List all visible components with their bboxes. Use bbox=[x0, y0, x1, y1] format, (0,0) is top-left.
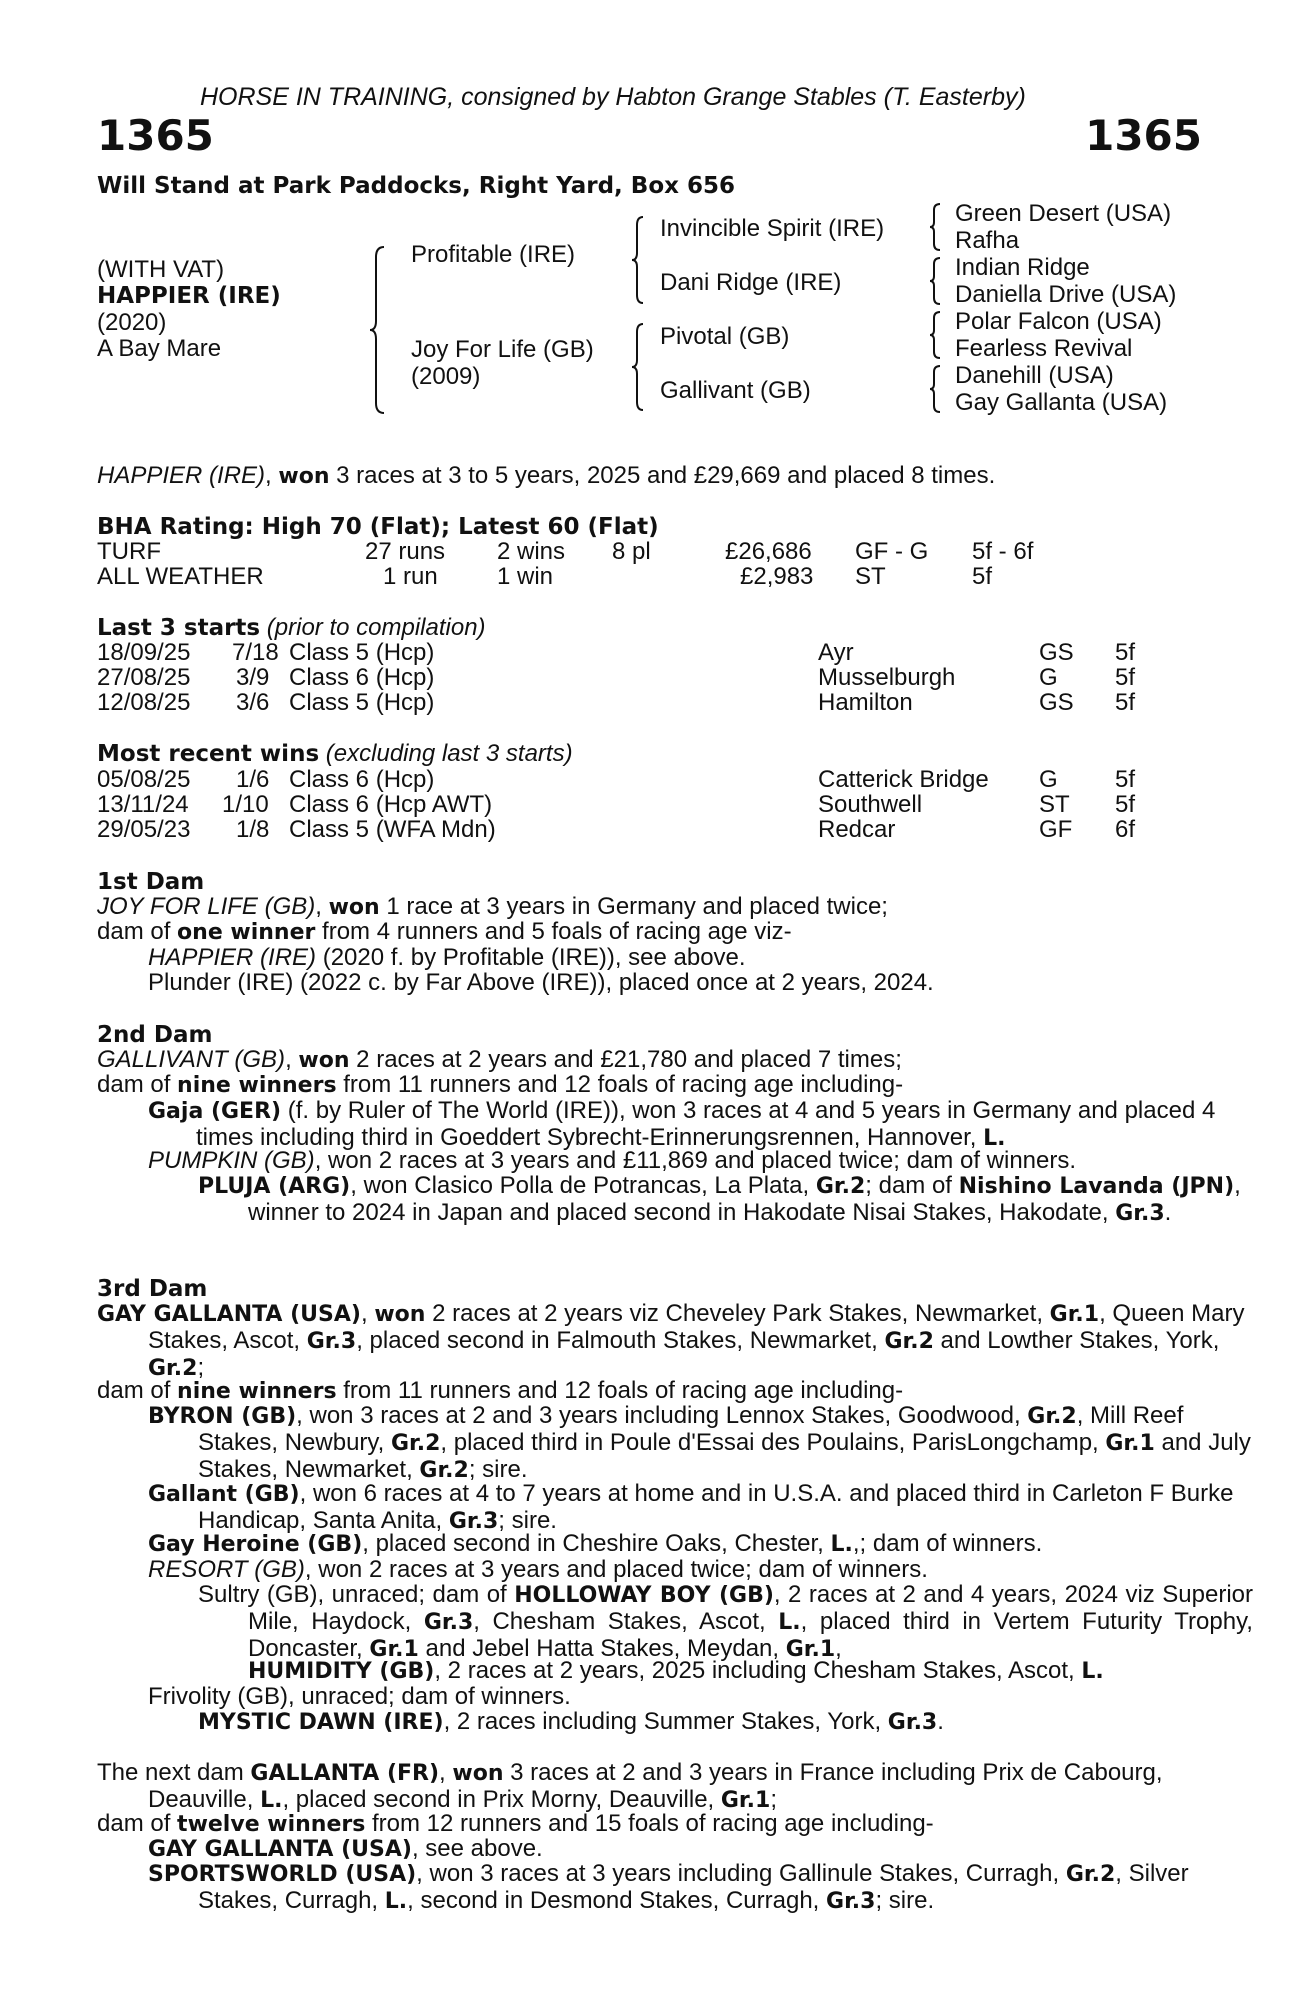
third-dam-foal: Gallant (GB), won 6 races at 4 to 7 years at home and in U.S.A. and placed third in Carleton F Burke Handicap, Santa Anita, Gr.3; sire. bbox=[148, 1480, 1234, 1534]
first-dam-line: JOY FOR LIFE (GB), won 1 race at 3 years in Germany and placed twice; bbox=[97, 893, 888, 920]
win-going: ST bbox=[1039, 791, 1070, 818]
start-going: GS bbox=[1039, 689, 1074, 716]
win-class: Class 6 (Hcp) bbox=[289, 766, 435, 793]
win-distance: 5f bbox=[1115, 791, 1136, 818]
win-position: 1/10 bbox=[222, 791, 269, 818]
next-dam-foal: GAY GALLANTA (USA), see above. bbox=[148, 1835, 543, 1862]
second-dam-heading: 2nd Dam bbox=[97, 1022, 213, 1048]
last3-heading: Last 3 starts (prior to compilation) bbox=[97, 614, 486, 641]
next-dam-line: The next dam GALLANTA (FR), won 3 races at 2 and 3 years in France including Prix de Cabourg, Deauville, L., placed second in Prix Morny, Deauville, Gr.1; bbox=[97, 1759, 1163, 1813]
win-position: 1/6 bbox=[236, 766, 270, 793]
start-distance: 5f bbox=[1115, 689, 1136, 716]
rating-runs: 1 run bbox=[383, 563, 438, 590]
third-dam-foal: RESORT (GB), won 2 races at 3 years and placed twice; dam of winners. bbox=[148, 1556, 928, 1583]
ss-sire: Green Desert (USA) bbox=[955, 200, 1172, 227]
first-dam-heading: 1st Dam bbox=[97, 869, 205, 895]
win-class: Class 6 (Hcp AWT) bbox=[289, 791, 493, 818]
sire-brace bbox=[630, 215, 646, 305]
main-brace bbox=[368, 245, 388, 415]
dam-dam: Gallivant (GB) bbox=[660, 377, 811, 404]
ss-dam: Rafha bbox=[955, 227, 1020, 254]
start-position: 3/6 bbox=[236, 689, 270, 716]
sire: Profitable (IRE) bbox=[411, 241, 576, 268]
sire-dam: Dani Ridge (IRE) bbox=[660, 269, 842, 296]
lot-number-left: 1365 bbox=[97, 111, 214, 160]
rating-money: £2,983 bbox=[740, 563, 814, 590]
rating-runs: 27 runs bbox=[365, 538, 446, 565]
win-distance: 6f bbox=[1115, 816, 1136, 843]
start-position: 7/18 bbox=[232, 639, 279, 666]
start-course: Hamilton bbox=[818, 689, 913, 716]
dam-brace bbox=[630, 322, 646, 412]
win-going: GF bbox=[1039, 816, 1073, 843]
start-course: Ayr bbox=[818, 639, 854, 666]
ds-sire: Polar Falcon (USA) bbox=[955, 308, 1162, 335]
win-date: 29/05/23 bbox=[97, 816, 191, 843]
second-dam-line: GALLIVANT (GB), won 2 races at 2 years and £21,780 and placed 7 times; bbox=[97, 1046, 902, 1073]
start-date: 12/08/25 bbox=[97, 689, 191, 716]
third-dam-line: GAY GALLANTA (USA), won 2 races at 2 years viz Cheveley Park Stakes, Newmarket, Gr.1, Queen Mary Stakes, Ascot, Gr.3, placed second in Falmouth Stakes, Newmarket, Gr.2 and Lowther Stakes, York, Gr.2; bbox=[97, 1300, 1245, 1381]
start-distance: 5f bbox=[1115, 664, 1136, 691]
start-date: 18/09/25 bbox=[97, 639, 191, 666]
win-course: Southwell bbox=[818, 791, 923, 818]
third-dam-grandfoal: Sultry (GB), unraced; dam of HOLLOWAY BOY (GB), 2 races at 2 and 4 years, 2024 viz Superior Mile, Haydock, Gr.3, Chesham Stakes, Ascot, L., placed third in Vertem Futurity Trophy, Doncaster, Gr.1 and Jebel Hatta Stakes, Meydan, Gr.1, bbox=[198, 1581, 1253, 1662]
horse-name: HAPPIER (IRE) bbox=[97, 283, 281, 309]
horse-description: A Bay Mare bbox=[97, 335, 222, 362]
dam-sire: Pivotal (GB) bbox=[660, 323, 790, 350]
win-distance: 5f bbox=[1115, 766, 1136, 793]
sd-dam: Daniella Drive (USA) bbox=[955, 281, 1177, 308]
start-class: Class 5 (Hcp) bbox=[289, 639, 435, 666]
rating-surface: ALL WEATHER bbox=[97, 563, 264, 590]
next-dam-produce: dam of twelve winners from 12 runners and 15 foals of racing age including- bbox=[97, 1810, 934, 1837]
start-going: GS bbox=[1039, 639, 1074, 666]
rating-money: £26,686 bbox=[725, 538, 812, 565]
horse-year: (2020) bbox=[97, 309, 167, 336]
third-dam-greatgrandfoal: HUMIDITY (GB), 2 races at 2 years, 2025 including Chesham Stakes, Ascot, L. bbox=[248, 1657, 1104, 1684]
third-dam-foal: BYRON (GB), won 3 races at 2 and 3 years including Lennox Stakes, Goodwood, Gr.2, Mill Reef Stakes, Newbury, Gr.2, placed third in Poule d'Essai des Poulains, ParisLongchamp, Gr.1 and July Stakes, Newmarket, Gr.2; sire. bbox=[148, 1402, 1251, 1483]
third-dam-foal: Gay Heroine (GB), placed second in Cheshire Oaks, Chester, L.,; dam of winners. bbox=[148, 1530, 1043, 1557]
race-summary: HAPPIER (IRE), won 3 races at 3 to 5 years, 2025 and £29,669 and placed 8 times. bbox=[97, 462, 996, 489]
rating-distance: 5f - 6f bbox=[972, 538, 1034, 565]
rating-placed: 8 pl bbox=[612, 538, 651, 565]
sd-sire: Indian Ridge bbox=[955, 254, 1090, 281]
page-title: HORSE IN TRAINING, consigned by Habton Grange Stables (T. Easterby) bbox=[200, 83, 1026, 111]
dam: Joy For Life (GB) bbox=[411, 336, 594, 363]
start-class: Class 6 (Hcp) bbox=[289, 664, 435, 691]
win-course: Redcar bbox=[818, 816, 896, 843]
rating-wins: 2 wins bbox=[497, 538, 566, 565]
next-dam-foal: SPORTSWORLD (USA), won 3 races at 3 years including Gallinule Stakes, Curragh, Gr.2, Silver Stakes, Curragh, L., second in Desmond Stakes, Curragh, Gr.3; sire. bbox=[148, 1860, 1189, 1914]
sd-brace bbox=[928, 256, 942, 306]
dd-dam: Gay Gallanta (USA) bbox=[955, 389, 1168, 416]
first-dam-foal: Plunder (IRE) (2022 c. by Far Above (IRE)), placed once at 2 years, 2024. bbox=[148, 969, 934, 996]
second-dam-produce: dam of nine winners from 11 runners and 12 foals of racing age including- bbox=[97, 1071, 904, 1098]
start-class: Class 5 (Hcp) bbox=[289, 689, 435, 716]
stable-location: Will Stand at Park Paddocks, Right Yard, Box 656 bbox=[97, 173, 735, 199]
win-date: 05/08/25 bbox=[97, 766, 191, 793]
start-going: G bbox=[1039, 664, 1058, 691]
start-position: 3/9 bbox=[236, 664, 270, 691]
dd-brace bbox=[928, 364, 942, 414]
second-dam-grandfoal: PLUJA (ARG), won Clasico Polla de Potrancas, La Plata, Gr.2; dam of Nishino Lavanda (JPN), winner to 2024 in Japan and placed second in Hakodate Nisai Stakes, Hakodate, Gr.3. bbox=[198, 1172, 1241, 1226]
lot-number-right: 1365 bbox=[1085, 111, 1202, 160]
win-class: Class 5 (WFA Mdn) bbox=[289, 816, 496, 843]
third-dam-grandfoal: MYSTIC DAWN (IRE), 2 races including Summer Stakes, York, Gr.3. bbox=[198, 1708, 944, 1735]
third-dam-heading: 3rd Dam bbox=[97, 1276, 208, 1302]
first-dam-foal: HAPPIER (IRE) (2020 f. by Profitable (IRE)), see above. bbox=[148, 944, 746, 971]
rating-wins: 1 win bbox=[497, 563, 554, 590]
win-course: Catterick Bridge bbox=[818, 766, 989, 793]
rating-going: ST bbox=[855, 563, 886, 590]
win-date: 13/11/24 bbox=[97, 791, 189, 818]
dam-year: (2009) bbox=[411, 363, 481, 390]
vat-note: (WITH VAT) bbox=[97, 256, 225, 283]
recent-wins-heading: Most recent wins (excluding last 3 starts) bbox=[97, 740, 573, 767]
rating-going: GF - G bbox=[855, 538, 929, 565]
start-date: 27/08/25 bbox=[97, 664, 191, 691]
first-dam-produce: dam of one winner from 4 runners and 5 foals of racing age viz- bbox=[97, 918, 792, 945]
ss-brace bbox=[928, 202, 942, 252]
rating-surface: TURF bbox=[97, 538, 161, 565]
second-dam-foal: PUMPKIN (GB), won 2 races at 3 years and £11,869 and placed twice; dam of winners. bbox=[148, 1147, 1077, 1174]
win-going: G bbox=[1039, 766, 1058, 793]
second-dam-foal: Gaja (GER) (f. by Ruler of The World (IRE)), won 3 races at 4 and 5 years in Germany and placed 4 times including third in Goeddert Sybrecht-Erinnerungsrennen, Hannover, L. bbox=[148, 1097, 1216, 1151]
third-dam-foal: Frivolity (GB), unraced; dam of winners. bbox=[148, 1683, 571, 1710]
bha-rating-title: BHA Rating: High 70 (Flat); Latest 60 (Flat) bbox=[97, 514, 659, 540]
start-course: Musselburgh bbox=[818, 664, 956, 691]
start-distance: 5f bbox=[1115, 639, 1136, 666]
ds-dam: Fearless Revival bbox=[955, 335, 1133, 362]
third-dam-produce: dam of nine winners from 11 runners and 12 foals of racing age including- bbox=[97, 1377, 904, 1404]
rating-distance: 5f bbox=[972, 563, 993, 590]
sire-sire: Invincible Spirit (IRE) bbox=[660, 215, 885, 242]
dd-sire: Danehill (USA) bbox=[955, 362, 1114, 389]
win-position: 1/8 bbox=[236, 816, 270, 843]
ds-brace bbox=[928, 310, 942, 360]
